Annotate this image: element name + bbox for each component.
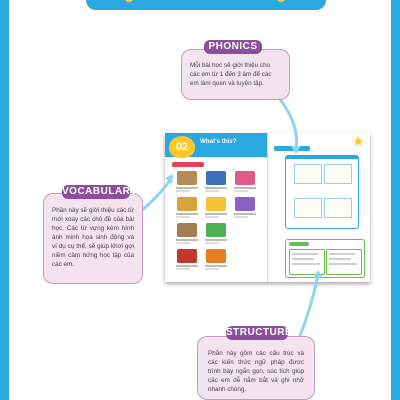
vocab-card — [175, 223, 201, 244]
text-line — [329, 253, 355, 255]
banner-decoration — [276, 0, 286, 2]
phonics-card — [294, 198, 322, 218]
phonics-callout — [181, 49, 290, 100]
text-line — [292, 263, 320, 265]
structure-panel — [285, 239, 365, 278]
phonics-panel-strip — [286, 156, 358, 159]
phonics-panel — [285, 155, 359, 229]
top-banner — [86, 0, 326, 10]
phonics-card — [294, 164, 322, 184]
phonics-label: PHONICS — [204, 40, 262, 54]
vocab-card — [175, 249, 201, 270]
structure-label: STRUCTURE — [226, 327, 293, 338]
vocab-card — [233, 197, 259, 218]
vocab-card — [175, 197, 201, 218]
vocab-card — [204, 249, 230, 270]
phonics-card — [324, 164, 352, 184]
text-line — [329, 258, 351, 260]
vocabulary-label: VOCABULARY — [62, 186, 138, 197]
unit-number: 02 — [169, 136, 195, 158]
vocab-card — [204, 223, 230, 244]
vocabulary-section-tag — [172, 162, 204, 167]
text-line — [329, 263, 357, 265]
structure-section-tag — [289, 242, 309, 246]
text-line — [292, 253, 318, 255]
star-icon: ★ — [352, 133, 365, 149]
structure-connector — [300, 275, 318, 336]
phonics-section-tag — [274, 146, 310, 151]
banner-decoration — [124, 0, 134, 2]
vocab-card — [233, 171, 259, 192]
right-border-bar — [391, 0, 400, 400]
phonics-description: Mỗi bài học sẽ giới thiệu cho các em từ 1 đến 3 âm để các em làm quen và luyện tập. — [190, 62, 272, 87]
vocab-card — [204, 171, 230, 192]
structure-callout — [197, 336, 315, 400]
vocab-card — [175, 171, 201, 192]
book-spread — [165, 133, 370, 282]
phonics-card — [324, 198, 352, 218]
vocabulary-description: Phần này sẽ giới thiệu các từ mới xoay các chủ đề của bài học. Các từ vựng kèm hình ảnh minh họa sinh động và ví dụ cụ thể, sẽ giúp khơi gợi niềm cảm hứng học tập của các em. — [52, 207, 134, 268]
unit-title: What's this? — [200, 138, 237, 145]
text-line — [292, 258, 314, 260]
left-border-bar — [0, 0, 9, 400]
book-spine — [267, 133, 268, 282]
vocabulary-callout — [43, 193, 143, 284]
structure-description: Phần này gồm các cấu trúc và các kiến thức ngữ pháp được trình bày ngắn gọn, súc tích giúp các em dễ nắm bắt và ghi nhớ nhanh chóng. — [208, 350, 304, 393]
vocab-card — [204, 197, 230, 218]
